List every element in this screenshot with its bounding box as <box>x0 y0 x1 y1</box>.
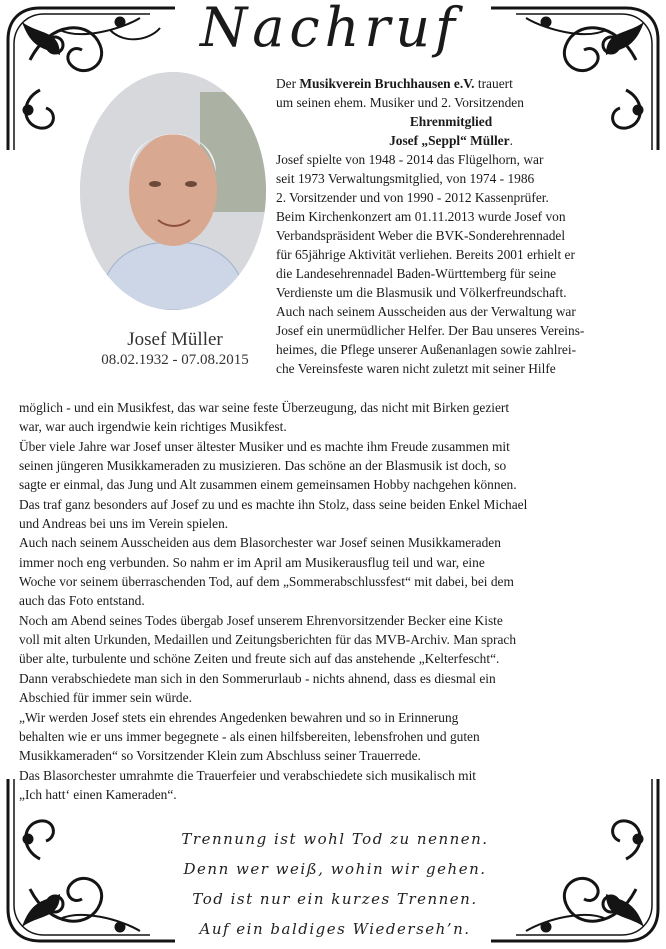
body-line: war, war auch irgendwie kein richtiges Musikfest. <box>19 419 287 435</box>
body-line: auch das Foto entstand. <box>19 593 145 609</box>
body-line: Abschied für immer sein würde. <box>19 690 192 706</box>
body-line: Musikkameraden“ so Vorsitzender Klein zum Abschluss seiner Trauerrede. <box>19 748 421 764</box>
intro-line: die Landesehrennadel Baden-Württemberg für seine <box>276 266 557 281</box>
body-line: Das traf ganz besonders auf Josef zu und es machte ihn Stolz, dass seine beiden Enkel Michael <box>19 496 528 512</box>
body-line: behalten wie er uns immer begegnete - als einen hilfsbereiten, lebensfrohen und guten <box>19 728 480 744</box>
honoree-name: Josef „Seppl“ Müller. <box>389 133 513 148</box>
intro-line: heimes, die Pflege unserer Außenanlagen sowie zahlrei- <box>276 342 577 357</box>
body-line: über alte, turbulente und schöne Zeiten und freute sich auf das anstehende „Kelterfescht“. <box>19 651 500 667</box>
body-line: möglich - und ein Musikfest, das war seine feste Überzeugung, das nicht mit Birken geziert <box>19 400 510 415</box>
body-line: seinen jüngeren Musikkameraden zu musizieren. Das schöne an der Blasmusik ist doch, so <box>19 458 507 474</box>
intro-line: Josef ein unermüdlicher Helfer. Der Bau unseres Vereins- <box>276 323 585 338</box>
body-line: Über viele Jahre war Josef unser ältester Musiker und es machte ihm Freude zusammen mit <box>19 438 510 454</box>
intro-line: 2. Vorsitzender und von 1990 - 2012 Kassenprüfer. <box>276 190 549 205</box>
page-title: Nachruf <box>199 0 461 59</box>
intro-text <box>276 74 626 378</box>
body-line: und Andreas bei uns im Verein spielen. <box>19 516 229 532</box>
person-dates: 08.02.1932 - 07.08.2015 <box>101 352 249 368</box>
intro-line: für 65jährige Aktivität verliehen. Bereits 2001 erhielt er <box>276 247 575 262</box>
poem-line: Auf ein baldiges Wiederseh’n. <box>199 920 471 938</box>
body-line: Woche vor seinem überraschenden Tod, auf dem „Sommerabschlussfest“ mit dabei, bei dem <box>19 574 514 590</box>
portrait-photo <box>80 72 266 310</box>
poem-line: Tod ist nur ein kurzes Trennen. <box>192 890 478 908</box>
body-line: „Ich hatt‘ einen Kameraden“. <box>19 786 177 802</box>
poem-line: Denn wer weiß, wohin wir gehen. <box>183 860 487 878</box>
organization-name: Musikverein Bruchhausen e.V. <box>299 76 475 91</box>
intro-line: Beim Kirchenkonzert am 01.11.2013 wurde Josef von <box>276 209 566 224</box>
intro-line: Verbandspräsident Weber die BVK-Sonderehrennadel <box>276 228 566 243</box>
body-line: immer noch eng verbunden. So nahm er im April am Musikerausflug teil und war, eine <box>19 554 485 570</box>
intro-line: Der Musikverein Bruchhausen e.V. trauert <box>276 76 513 91</box>
body-line: „Wir werden Josef stets ein ehrendes Angedenken bewahren und so in Erinnerung <box>19 709 459 725</box>
person-name: Josef Müller <box>127 329 223 350</box>
body-line: Das Blasorchester umrahmte die Trauerfeier und verabschiedete sich musikalisch mit <box>19 767 477 783</box>
body-line: Noch am Abend seines Todes übergab Josef unserem Ehrenvorsitzender Becker eine Kiste <box>19 612 503 628</box>
corner-ornament-bottom-left-icon <box>0 779 180 949</box>
poem-line: Trennung ist wohl Tod zu nennen. <box>181 830 489 848</box>
body-line: Dann verabschiedete man sich in den Sommerurlaub - nichts ahnend, dass es diesmal ein <box>19 670 496 686</box>
body-line: voll mit alten Urkunden, Medaillen und Zeitungsberichten für das MVB-Archiv. Man sprach <box>19 632 517 648</box>
closing-poem <box>180 824 490 944</box>
corner-ornament-bottom-right-icon <box>486 779 666 949</box>
intro-line: seit 1973 Verwaltungsmitglied, von 1974 - 1986 <box>276 171 535 186</box>
intro-line: Josef spielte von 1948 - 2014 das Flügelhorn, war <box>276 152 544 167</box>
honor-title: Ehrenmitglied <box>409 114 493 129</box>
intro-line: che Vereinsfeste waren nicht zuletzt mit seiner Hilfe <box>276 361 556 376</box>
intro-line: Verdienste um die Blasmusik und Völkerfreundschaft. <box>276 285 567 300</box>
body-line: sagte er einmal, das Jung und Alt zusammen einem gemeinsamen Hobby nachgehen können. <box>19 477 517 493</box>
intro-line: Auch nach seinem Ausscheiden aus der Verwaltung war <box>276 304 576 319</box>
intro-line: um seinen ehem. Musiker und 2. Vorsitzenden <box>276 95 524 110</box>
obituary-body <box>19 398 629 804</box>
body-line: Auch nach seinem Ausscheiden aus dem Blasorchester war Josef seinen Musikkameraden <box>19 535 501 551</box>
